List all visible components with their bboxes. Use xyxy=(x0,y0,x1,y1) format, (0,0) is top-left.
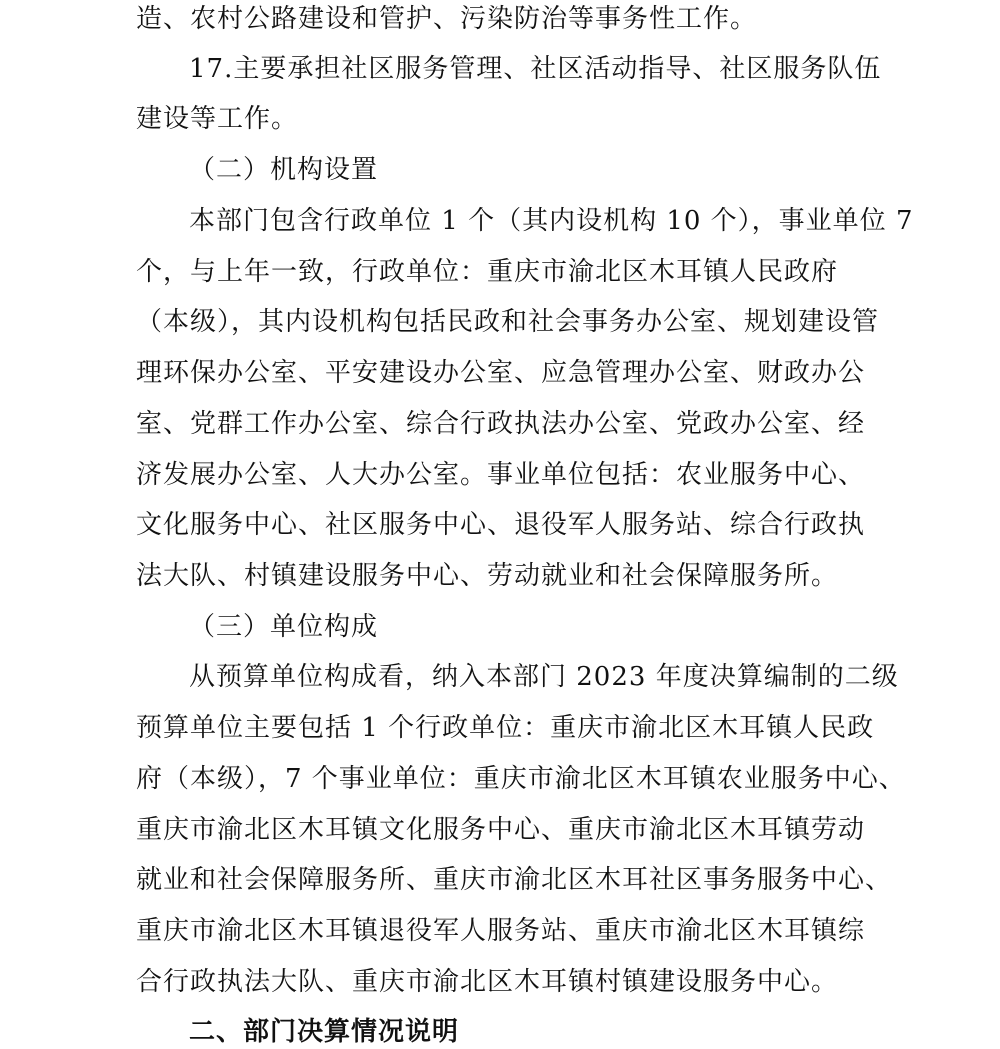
text-line: 建设等工作。 xyxy=(136,104,299,134)
text-line: 17.主要承担社区服务管理、社区活动指导、社区服务队伍 xyxy=(189,54,882,84)
text-line: 预算单位主要包括 1 个行政单位：重庆市渝北区木耳镇人民政 xyxy=(136,713,875,743)
section-heading: （二）机构设置 xyxy=(189,155,379,185)
section-heading: （三）单位构成 xyxy=(189,612,379,642)
text-line: 重庆市渝北区木耳镇退役军人服务站、重庆市渝北区木耳镇综 xyxy=(136,916,866,946)
text-line: 造、农村公路建设和管护、污染防治等事务性工作。 xyxy=(136,4,758,34)
text-line: 重庆市渝北区木耳镇文化服务中心、重庆市渝北区木耳镇劳动 xyxy=(136,815,866,845)
text-line: 就业和社会保障服务所、重庆市渝北区木耳社区事务服务中心、 xyxy=(136,865,893,895)
text-line: 理环保办公室、平安建设办公室、应急管理办公室、财政办公 xyxy=(136,358,866,388)
text-line: 室、党群工作办公室、综合行政执法办公室、党政办公室、经 xyxy=(136,409,866,439)
text-line: 文化服务中心、社区服务中心、退役军人服务站、综合行政执 xyxy=(136,510,866,540)
text-line: 本部门包含行政单位 1 个（其内设机构 10 个），事业单位 7 xyxy=(189,206,914,236)
text-line: 济发展办公室、人大办公室。事业单位包括：农业服务中心、 xyxy=(136,460,866,490)
text-line: 法大队、村镇建设服务中心、劳动就业和社会保障服务所。 xyxy=(136,561,839,591)
text-line: （本级），其内设机构包括民政和社会事务办公室、规划建设管 xyxy=(136,307,880,337)
text-line: 府（本级），7 个事业单位：重庆市渝北区木耳镇农业服务中心、 xyxy=(136,764,906,794)
chapter-heading: 二、部门决算情况说明 xyxy=(189,1017,460,1047)
text-line: 个，与上年一致，行政单位：重庆市渝北区木耳镇人民政府 xyxy=(136,257,839,287)
text-line: 合行政执法大队、重庆市渝北区木耳镇村镇建设服务中心。 xyxy=(136,967,839,997)
text-line: 从预算单位构成看，纳入本部门 2023 年度决算编制的二级 xyxy=(189,662,899,692)
